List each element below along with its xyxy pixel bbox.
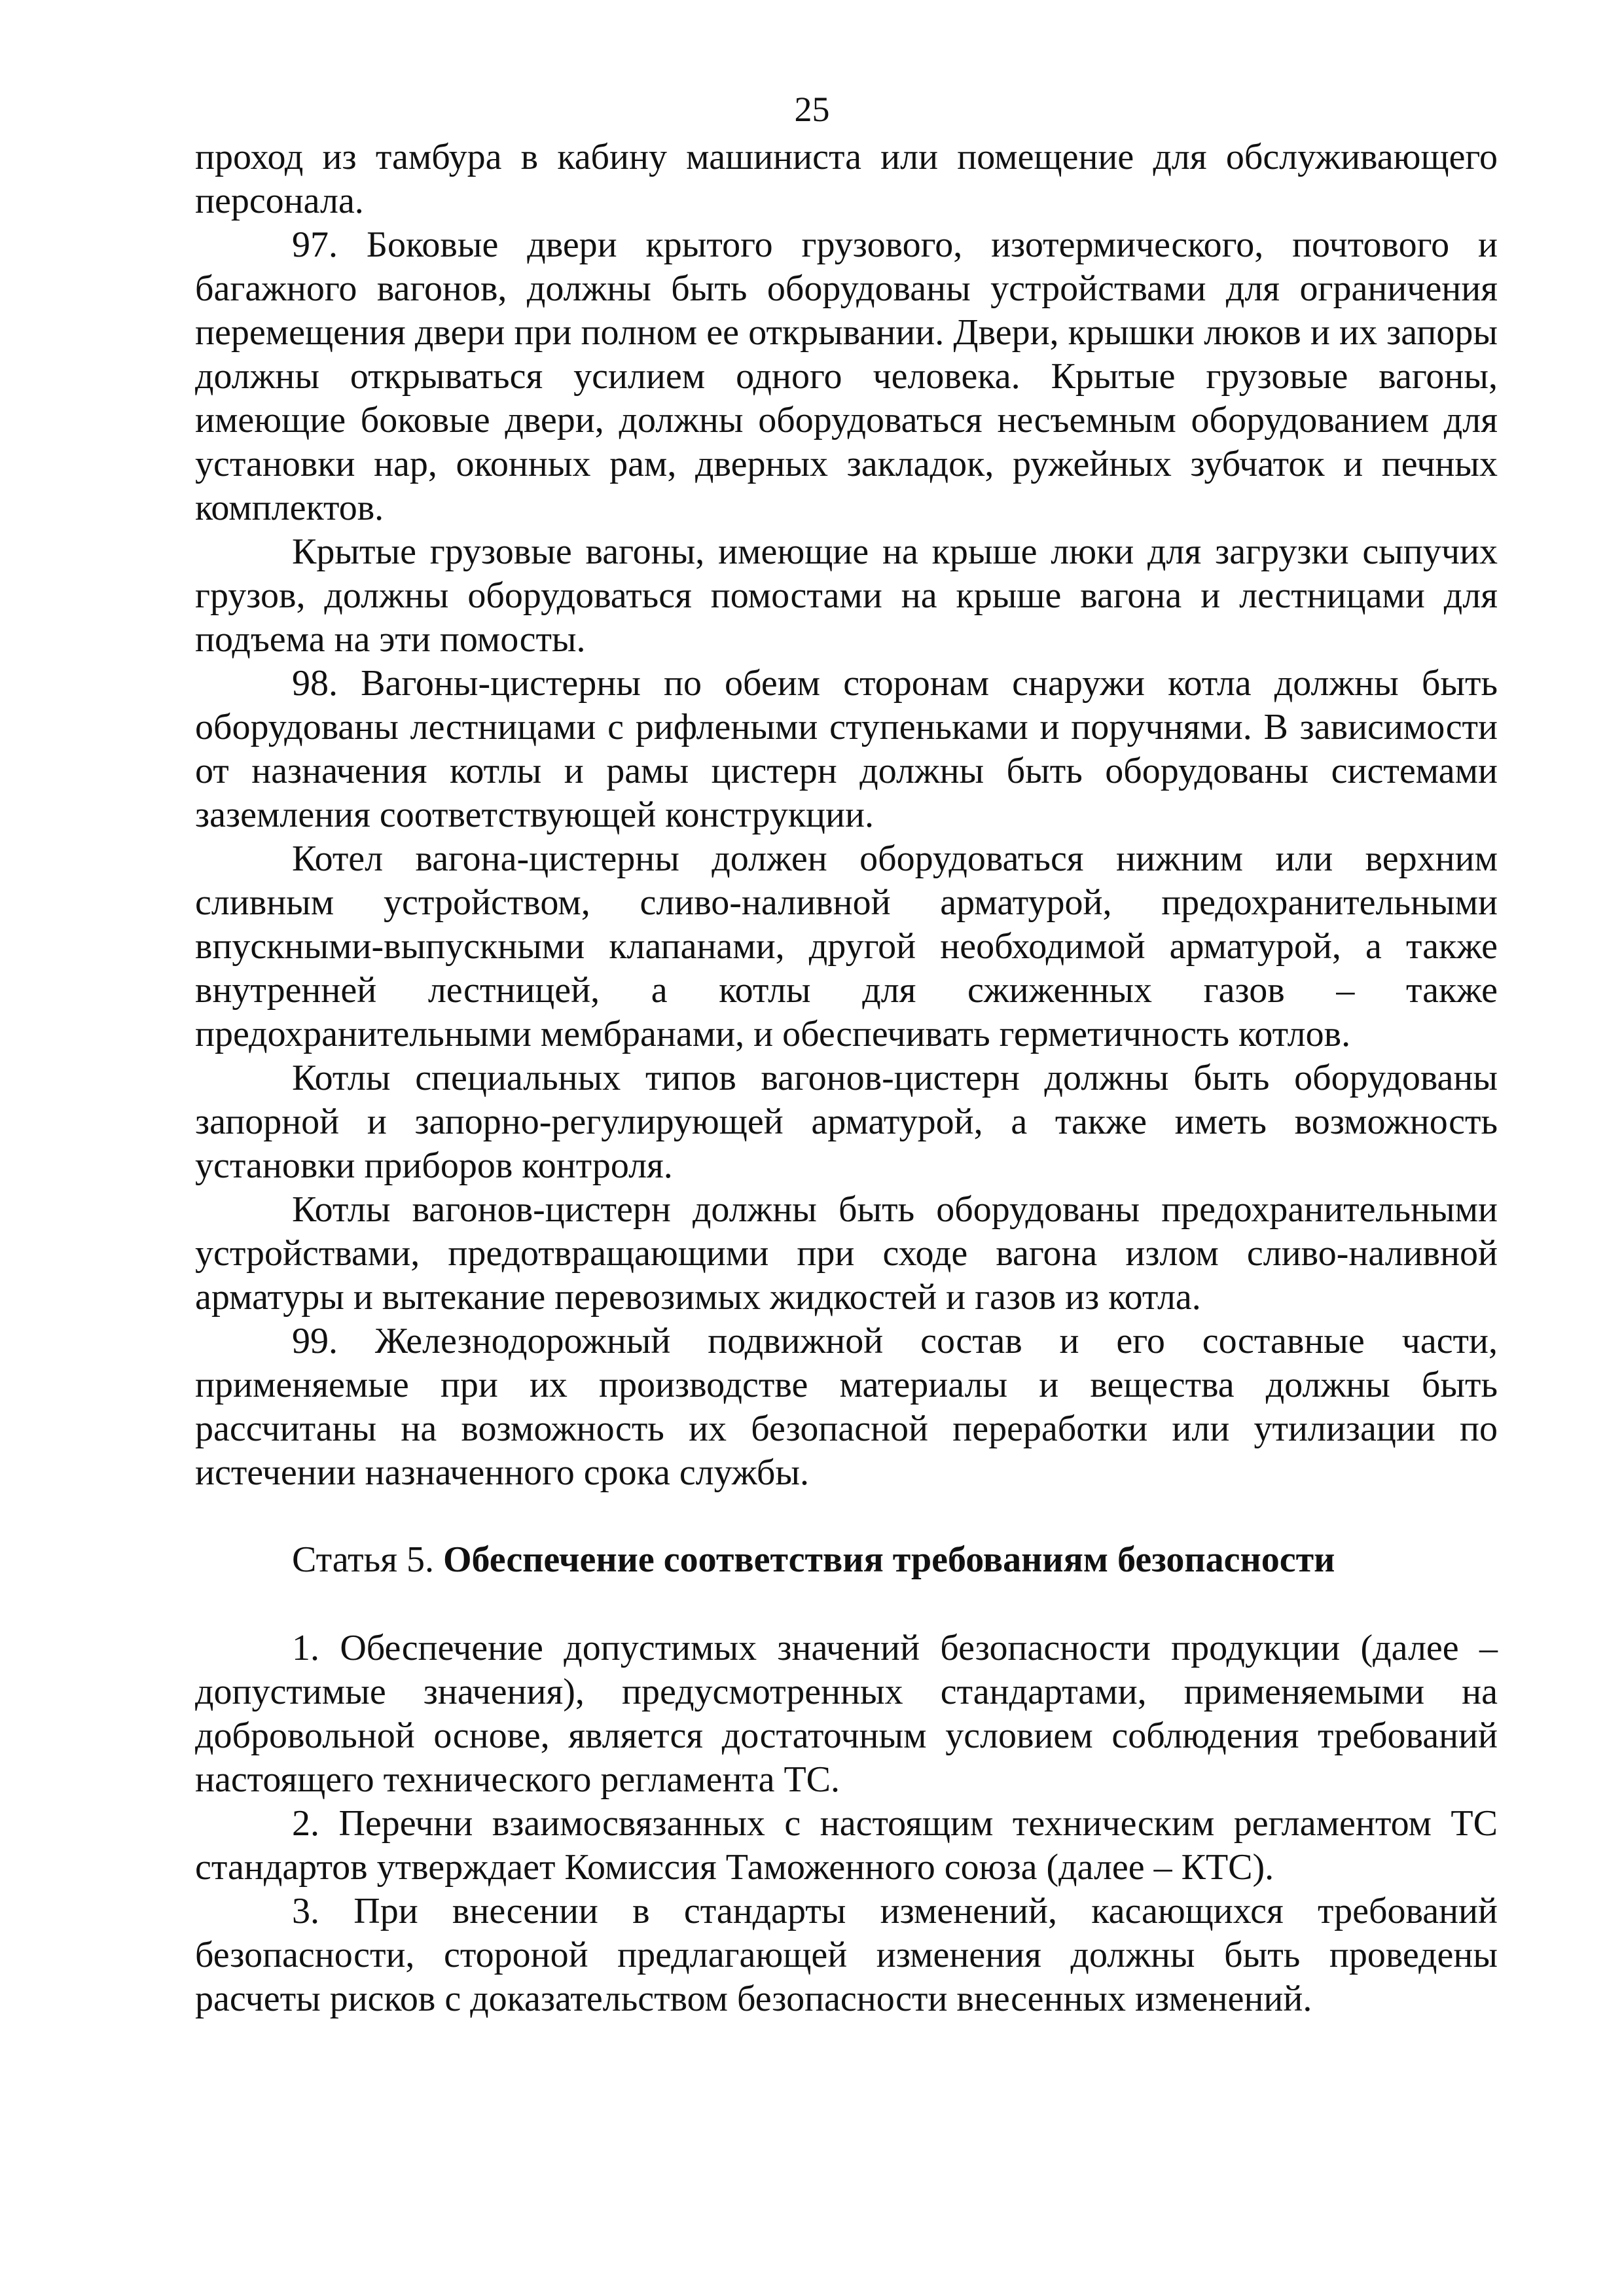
paragraph: Котел вагона-цистерны должен оборудоваться нижним или верхним сливным устройством, сливо-наливной арматурой, предохранительными впускными-выпускными клапанами, другой необходимой арматурой, а также внутренней лестницей, а котлы для сжиженных газов – также предохранительными мембранами, и обеспечивать герметичность котлов. xyxy=(195,838,1498,1054)
paragraph: Котлы специальных типов вагонов-цистерн должны быть оборудованы запорной и запорно-регулирующей арматурой, а также иметь возможность установки приборов контроля. xyxy=(195,1058,1498,1186)
document-body xyxy=(195,135,1498,2021)
paragraph-item-98: 98. Вагоны-цистерны по обеим сторонам снаружи котла должны быть оборудованы лестницами с рифлеными ступеньками и поручнями. В зависимости от назначения котлы и рамы цистерн должны быть оборудованы системами заземления соответствующей конструкции. xyxy=(195,663,1498,835)
paragraph: Котлы вагонов-цистерн должны быть оборудованы предохранительными устройствами, предотвращающими при сходе вагона излом сливо-наливной арматуры и вытекание перевозимых жидкостей и газов из котла. xyxy=(195,1189,1498,1318)
paragraph-item-1: 1. Обеспечение допустимых значений безопасности продукции (далее – допустимые значения), предусмотренных стандартами, применяемыми на добровольной основе, является достаточным условием соблюдения требований настоящего технического регламента ТС. xyxy=(195,1628,1498,1800)
page-number: 25 xyxy=(794,90,830,129)
article-title: Обеспечение соответствия требованиям безопасности xyxy=(442,1539,1335,1580)
paragraph-item-2: 2. Перечни взаимосвязанных с настоящим техническим регламентом ТС стандартов утверждает Комиссия Таможенного союза (далее – КТС). xyxy=(195,1803,1498,1888)
paragraph: проход из тамбура в кабину машиниста или помещение для обслуживающего персонала. xyxy=(195,137,1498,221)
paragraph: Крытые грузовые вагоны, имеющие на крыше люки для загрузки сыпучих грузов, должны оборудоваться помостами на крыше вагона и лестницами для подъема на эти помосты. xyxy=(195,531,1498,660)
paragraph-item-3: 3. При внесении в стандарты изменений, касающихся требований безопасности, стороной предлагающей изменения должны быть проведены расчеты рисков с доказательством безопасности внесенных изменений. xyxy=(195,1891,1498,2019)
paragraph-item-99: 99. Железнодорожный подвижной состав и его составные части, применяемые при их производстве материалы и вещества должны быть рассчитаны на возможность их безопасной переработки или утилизации по истечении назначенного срока службы. xyxy=(195,1321,1498,1493)
article-heading xyxy=(195,1538,1498,1582)
paragraph-item-97: 97. Боковые двери крытого грузового, изотермического, почтового и багажного вагонов, должны быть оборудованы устройствами для ограничения перемещения двери при полном ее открывании. Двери, крышки люков и их запоры должны открываться усилием одного человека. Крытые грузовые вагоны, имеющие боковые двери, должны оборудоваться несъемным оборудованием для установки нар, оконных рам, дверных закладок, ружейных зубчаток и печных комплектов. xyxy=(195,224,1498,528)
article-prefix: Статья 5. xyxy=(292,1539,443,1580)
